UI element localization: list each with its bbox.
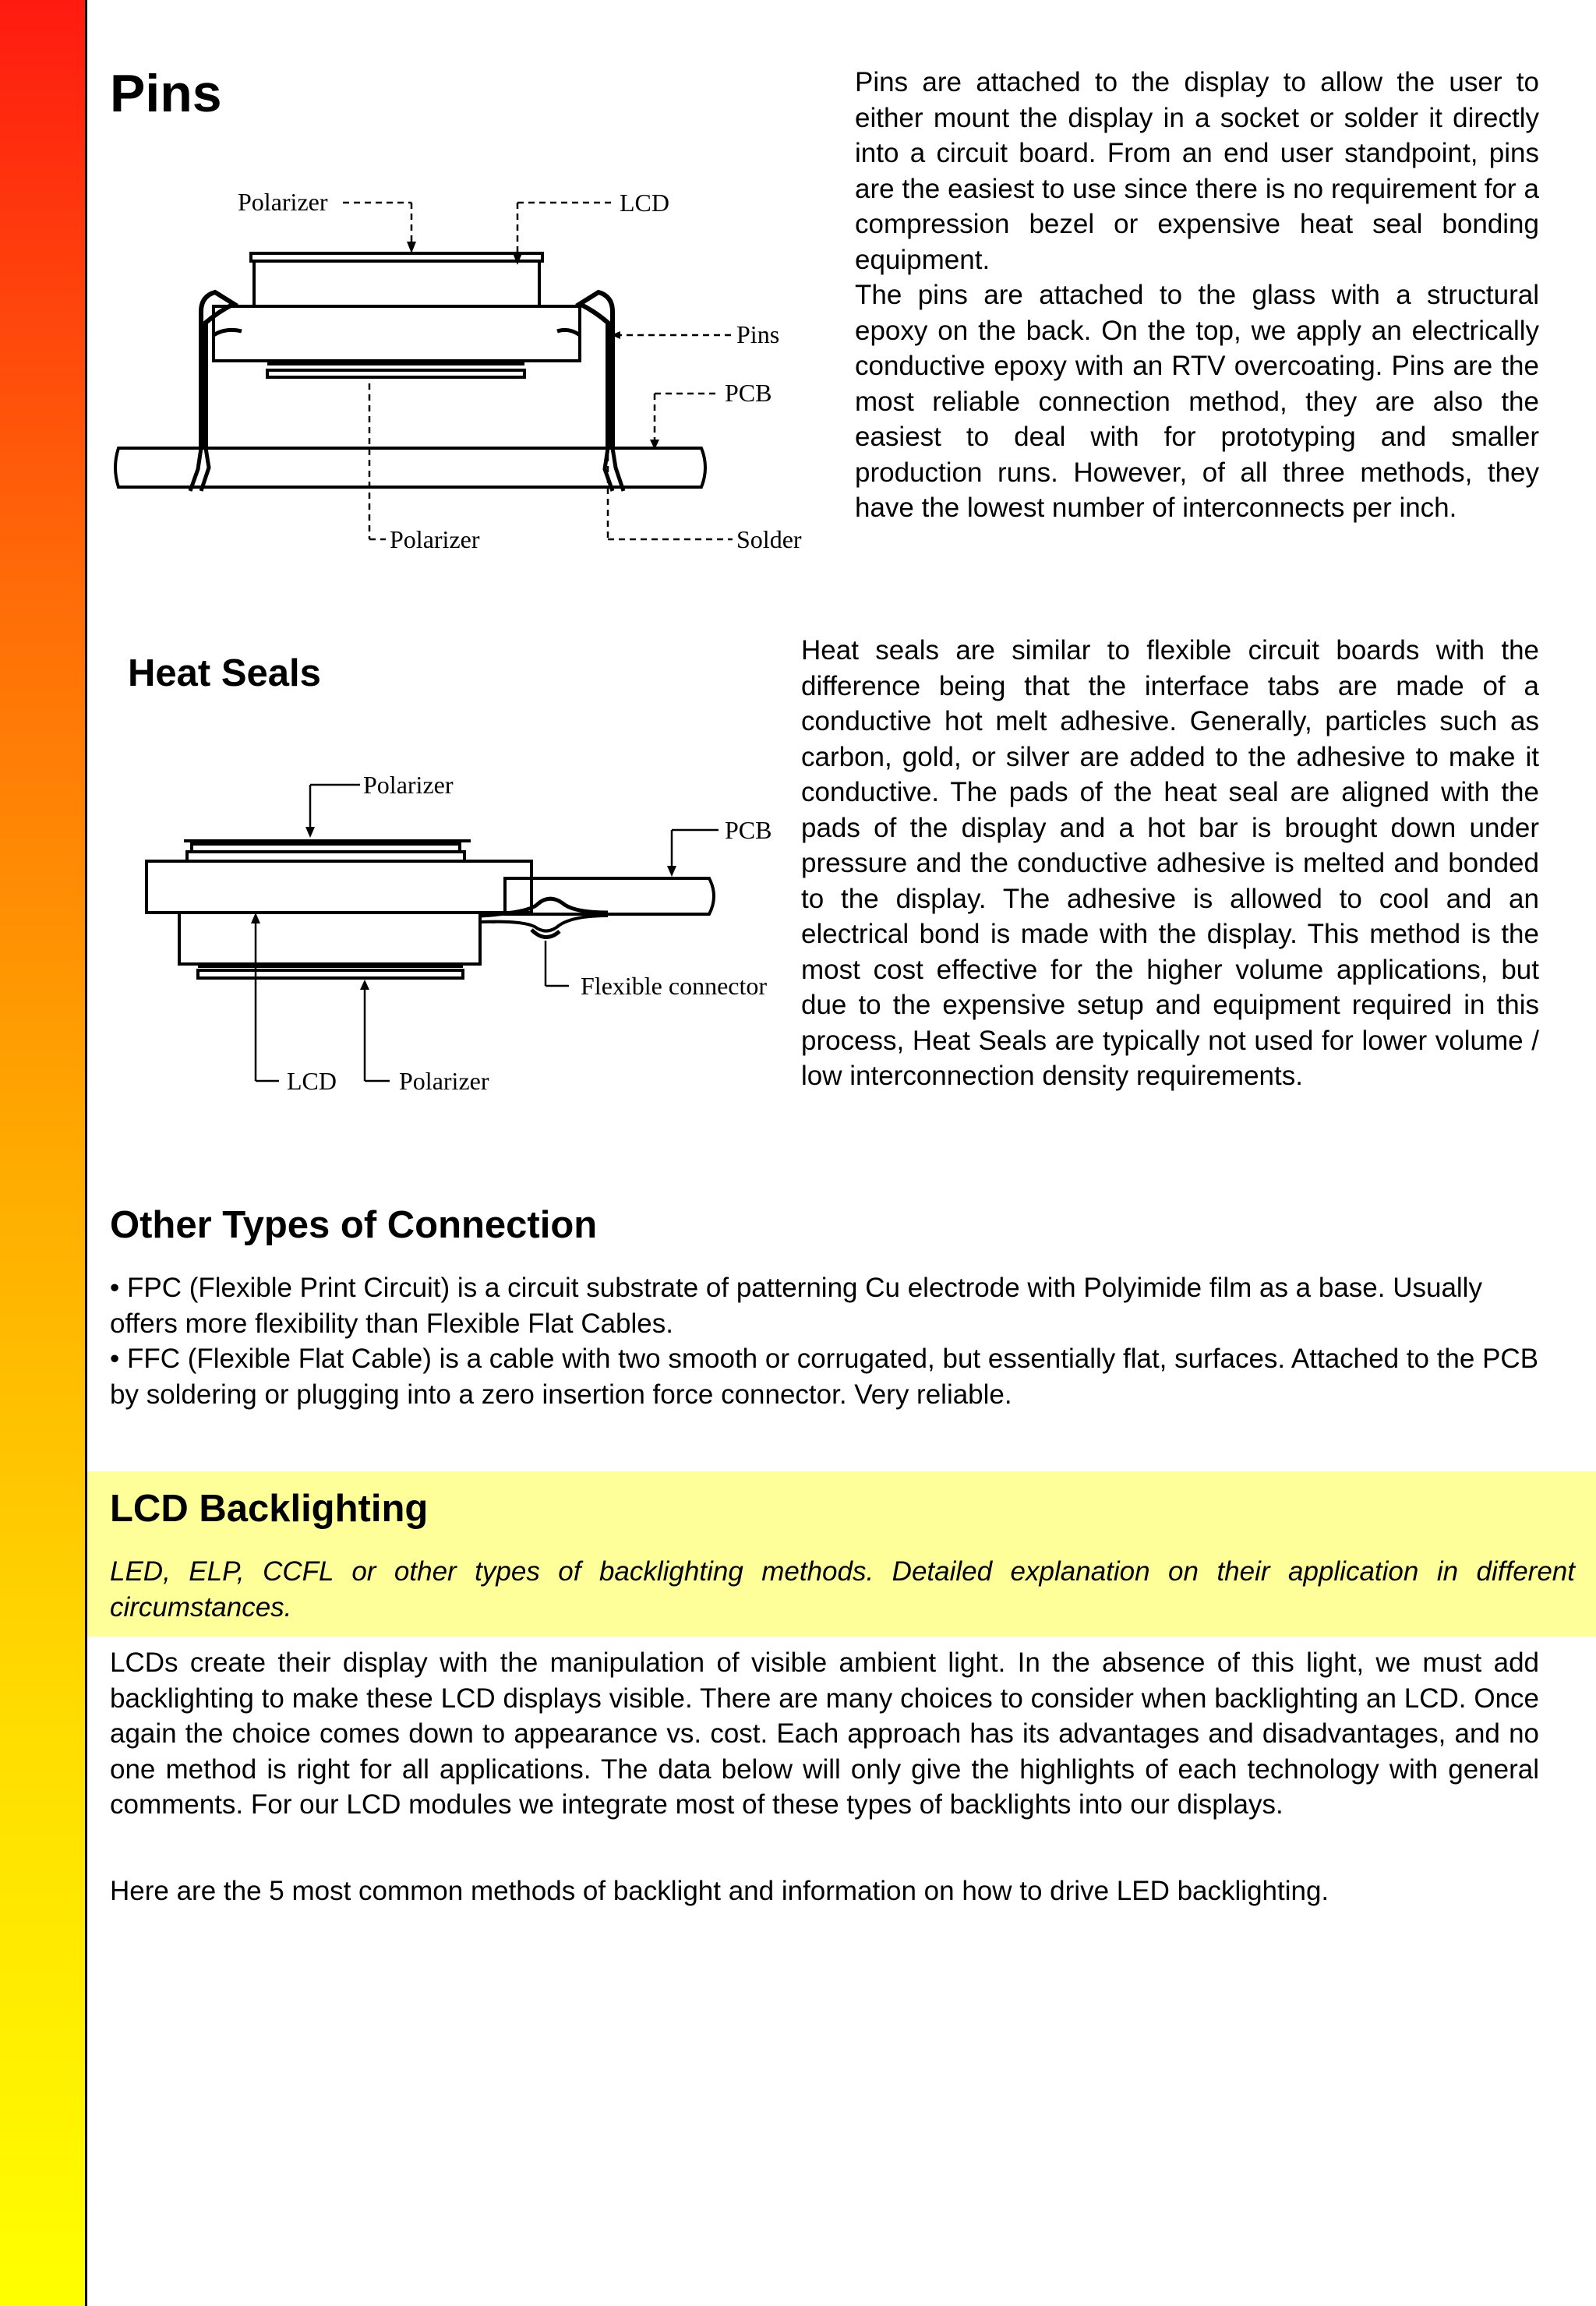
pins-label-polarizer-top: Polarizer	[238, 188, 328, 216]
pins-diagram	[109, 179, 834, 569]
heat-seals-heading: Heat Seals	[128, 652, 321, 694]
heat-seals-body: Heat seals are similar to flexible circuit boards with the difference being that the interface tabs are made of a conductive hot melt adhesive. Generally, particles such as carbon, gold, or silver are added to the adhesive to make it conductive. The pads of the heat seal are aligned with the pads of the display and a hot bar is brought down under pressure and the conductive adhesive is melted and bonded to the display. The adhesive is allowed to cool and an electrical bond is made with the display. This method is the most cost effective for the higher volume applications, but due to the expensive setup and equipment required in this process, Heat Seals are typically not used for lower volume / low interconnection density requirements.	[801, 635, 1539, 1091]
other-types-ffc: • FFC (Flexible Flat Cable) is a cable with two smooth or corrugated, but essentially flat, surfaces. Attached to the PCB by soldering or plugging into a zero insertion force connector. Very reliable.	[110, 1344, 1539, 1410]
pins-label-lcd: LCD	[620, 189, 669, 217]
pins-heading: Pins	[110, 64, 222, 123]
heat-seals-diagram	[132, 760, 779, 1118]
heat-seals-label-pcb: PCB	[725, 816, 772, 844]
backlighting-body-2: Here are the 5 most common methods of backlight and information on how to drive LED backlighting.	[110, 1876, 1329, 1906]
heat-seals-label-polarizer-bottom: Polarizer	[399, 1067, 489, 1095]
pins-body	[855, 65, 1539, 526]
pins-label-pcb: PCB	[725, 379, 772, 407]
pins-label-polarizer-bottom: Polarizer	[390, 525, 480, 553]
other-types-fpc: • FPC (Flexible Print Circuit) is a circuit substrate of patterning Cu electrode with Polyimide film as a base. Usually offers more flexibility than Flexible Flat Cables.	[110, 1273, 1482, 1339]
heat-seals-label-polarizer-top: Polarizer	[363, 771, 454, 799]
other-types-heading: Other Types of Connection	[110, 1204, 598, 1246]
pins-paragraph-1: Pins are attached to the display to allow the user to either mount the display in a socket or solder it directly into a circuit board. From an end user standpoint, pins are the easiest to use since there is no requirement for a compression bezel or expensive heat seal bonding equipment.	[855, 67, 1539, 275]
gradient-sidebar	[0, 0, 87, 2306]
backlighting-heading: LCD Backlighting	[110, 1488, 429, 1530]
pins-label-solder: Solder	[736, 525, 802, 553]
heat-seals-label-lcd: LCD	[287, 1067, 337, 1095]
backlighting-subtitle: LED, ELP, CCFL or other types of backlighting methods. Detailed explanation on their application in different circumstances.	[110, 1556, 1575, 1623]
pins-label-pins: Pins	[736, 320, 780, 348]
backlighting-body: LCDs create their display with the manipulation of visible ambient light. In the absence of this light, we must add backlighting to make these LCD displays visible. There are many choices to consider when backlighting an LCD. Once again the choice comes down to appearance vs. cost. Each approach has its advantages and disadvantages, and no one method is right for all applications. The data below will only give the highlights of each technology with general comments. For our LCD modules we integrate most of these types of backlights into our displays.	[110, 1647, 1539, 1820]
heat-seals-label-flexible-connector: Flexible connector	[581, 972, 768, 1000]
pins-paragraph-2: The pins are attached to the glass with a structural epoxy on the back. On the top, we apply an electrically conductive epoxy with an RTV overcoating. Pins are the most reliable connection method, they are also the easiest to deal with for prototyping and smaller production runs. However, of all three methods, they have the lowest number of interconnects per inch.	[855, 280, 1539, 523]
